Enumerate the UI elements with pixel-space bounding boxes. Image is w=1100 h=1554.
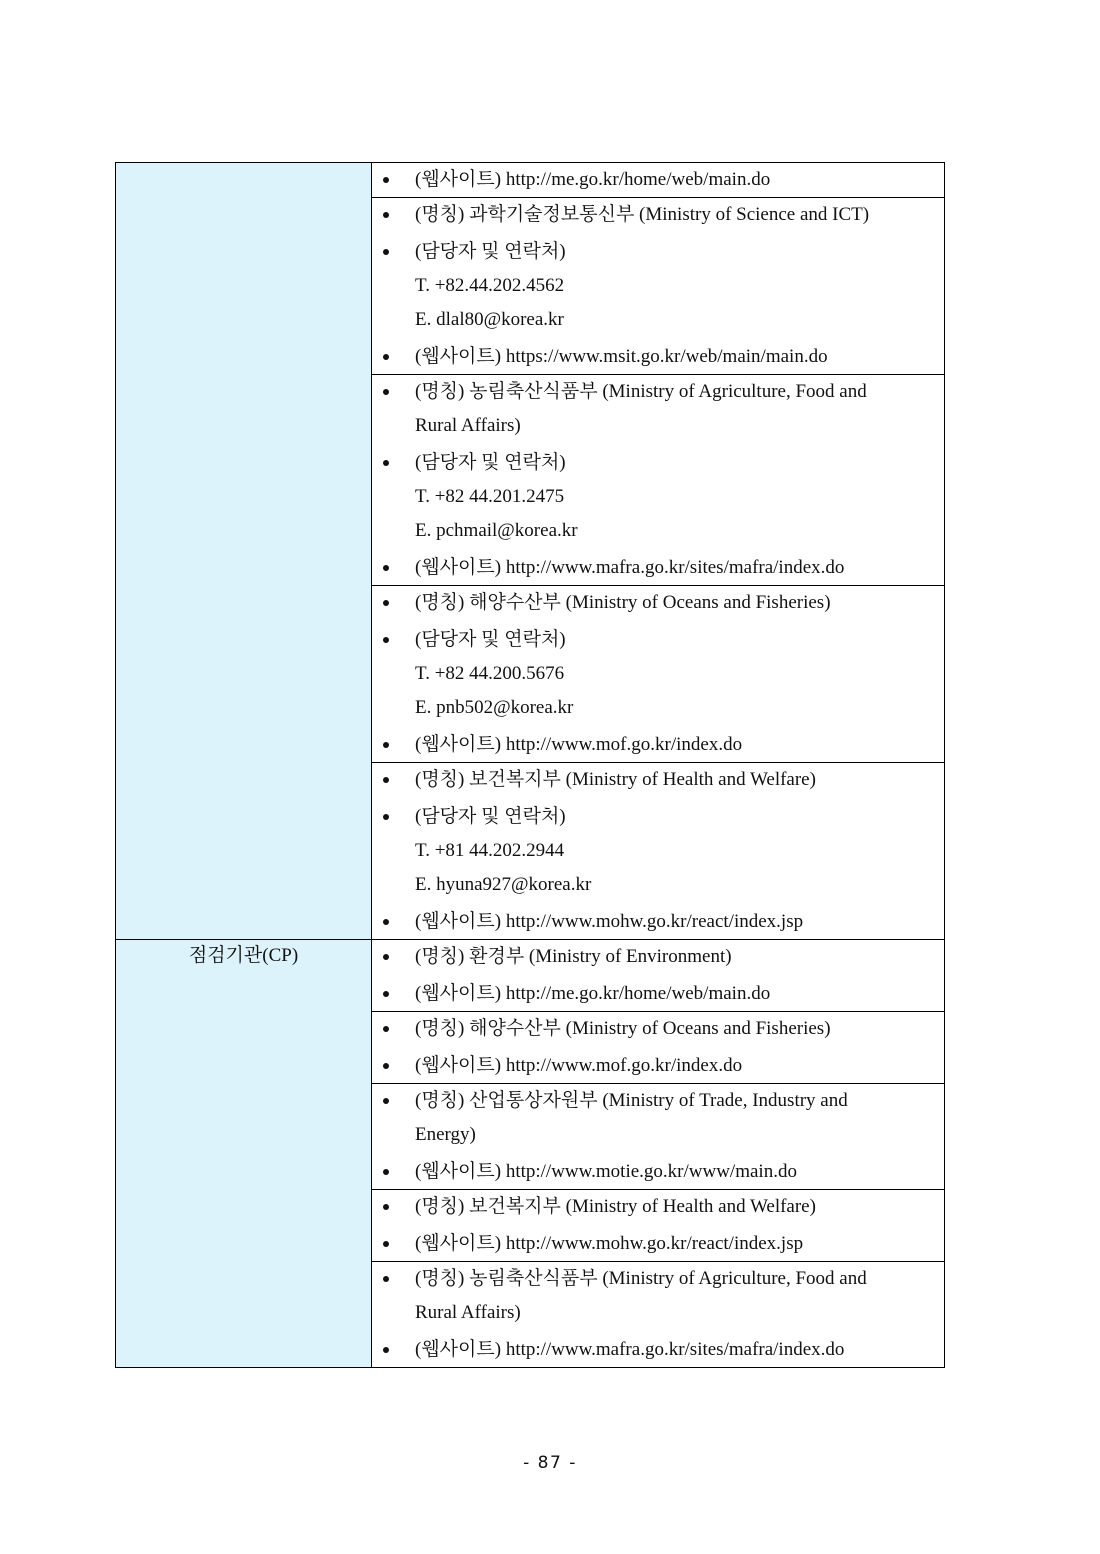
website-url: (웹사이트) http://www.mof.go.kr/index.do <box>415 1055 743 1076</box>
email-address: E. pchmail@korea.kr <box>415 520 578 541</box>
agency-name: (명칭) 과학기술정보통신부 (Ministry of Science and ICT) <box>415 204 870 225</box>
bullet-icon <box>372 1012 415 1046</box>
agency-contacts-table <box>115 162 945 1368</box>
bullet-icon <box>372 446 415 480</box>
agency-info-cell <box>372 375 945 586</box>
email-address: E. hyuna927@korea.kr <box>415 874 592 895</box>
name-item <box>372 1190 944 1224</box>
agency-info-cell <box>372 940 945 1012</box>
agency-info-cell <box>372 763 945 940</box>
bullet-icon <box>372 1333 415 1367</box>
website-url: (웹사이트) http://me.go.kr/home/web/main.do <box>415 169 771 190</box>
bullet-icon <box>372 1262 415 1296</box>
name-item <box>372 1084 944 1152</box>
contact-heading: (담당자 및 연락처) <box>415 452 566 473</box>
bullet-icon <box>372 940 415 974</box>
website-url: (웹사이트) http://www.mohw.go.kr/react/index.jsp <box>415 911 804 932</box>
website-item <box>372 551 944 585</box>
website-url: (웹사이트) http://www.mafra.go.kr/sites/mafra/index.do <box>415 1339 845 1360</box>
website-url: (웹사이트) http://www.mafra.go.kr/sites/mafra/index.do <box>415 557 845 578</box>
website-item <box>372 728 944 762</box>
agency-info-cell <box>372 198 945 375</box>
category-cell <box>116 163 372 940</box>
website-item <box>372 1155 944 1189</box>
website-item <box>372 340 944 374</box>
agency-name: (명칭) 농림축산식품부 (Ministry of Agriculture, Food and <box>415 381 867 402</box>
bullet-icon <box>372 1049 415 1083</box>
website-item <box>372 977 944 1011</box>
website-item <box>372 163 944 197</box>
agency-info-cell <box>372 1262 945 1368</box>
bullet-icon <box>372 728 415 762</box>
name-item <box>372 375 944 443</box>
phone-number: T. +81 44.202.2944 <box>415 840 565 861</box>
website-url: (웹사이트) https://www.msit.go.kr/web/main/main.do <box>415 346 828 367</box>
agency-name: (명칭) 해양수산부 (Ministry of Oceans and Fisheries) <box>415 1018 831 1039</box>
contact-heading: (담당자 및 연락처) <box>415 629 566 650</box>
contact-item <box>372 446 944 548</box>
agency-name-continued: Rural Affairs) <box>415 1302 521 1323</box>
name-item <box>372 1262 944 1330</box>
phone-number: T. +82 44.200.5676 <box>415 663 565 684</box>
website-item <box>372 905 944 939</box>
bullet-icon <box>372 235 415 269</box>
bullet-icon <box>372 163 415 197</box>
name-item <box>372 586 944 620</box>
bullet-icon <box>372 977 415 1011</box>
agency-name-continued: Rural Affairs) <box>415 415 521 436</box>
email-address: E. dlal80@korea.kr <box>415 309 564 330</box>
website-url: (웹사이트) http://www.mohw.go.kr/react/index.jsp <box>415 1233 804 1254</box>
agency-info-cell <box>372 586 945 763</box>
phone-number: T. +82.44.202.4562 <box>415 275 565 296</box>
page-number: - 87 - <box>523 1453 577 1473</box>
agency-name: (명칭) 산업통상자원부 (Ministry of Trade, Industry and <box>415 1090 848 1111</box>
category-label: 점검기관(CP) <box>188 945 299 966</box>
contact-item <box>372 623 944 725</box>
agency-row <box>116 163 945 198</box>
website-url: (웹사이트) http://www.mof.go.kr/index.do <box>415 734 743 755</box>
agency-row <box>116 940 945 1012</box>
contact-heading: (담당자 및 연락처) <box>415 241 566 262</box>
website-item <box>372 1333 944 1367</box>
bullet-icon <box>372 905 415 939</box>
agency-info-cell <box>372 1084 945 1190</box>
bullet-icon <box>372 340 415 374</box>
bullet-icon <box>372 1190 415 1224</box>
website-item <box>372 1227 944 1261</box>
name-item <box>372 940 944 974</box>
bullet-icon <box>372 198 415 232</box>
phone-number: T. +82 44.201.2475 <box>415 486 565 507</box>
email-address: E. pnb502@korea.kr <box>415 697 574 718</box>
bullet-icon <box>372 763 415 797</box>
bullet-icon <box>372 551 415 585</box>
agency-name: (명칭) 보건복지부 (Ministry of Health and Welfare) <box>415 1196 816 1217</box>
contact-item <box>372 800 944 902</box>
agency-info-cell <box>372 163 945 198</box>
category-label-cell <box>116 940 372 1368</box>
agency-name: (명칭) 보건복지부 (Ministry of Health and Welfare) <box>415 769 816 790</box>
agency-info-cell <box>372 1190 945 1262</box>
agency-name: (명칭) 해양수산부 (Ministry of Oceans and Fisheries) <box>415 592 831 613</box>
contact-heading: (담당자 및 연락처) <box>415 806 566 827</box>
name-item <box>372 198 944 232</box>
bullet-icon <box>372 800 415 834</box>
bullet-icon <box>372 623 415 657</box>
agency-name: (명칭) 농림축산식품부 (Ministry of Agriculture, Food and <box>415 1268 867 1289</box>
bullet-icon <box>372 375 415 409</box>
bullet-icon <box>372 1227 415 1261</box>
website-url: (웹사이트) http://www.motie.go.kr/www/main.do <box>415 1161 797 1182</box>
bullet-icon <box>372 1155 415 1189</box>
bullet-icon <box>372 1084 415 1118</box>
agency-name: (명칭) 환경부 (Ministry of Environment) <box>415 946 732 967</box>
agency-info-cell <box>372 1012 945 1084</box>
website-item <box>372 1049 944 1083</box>
agency-name-continued: Energy) <box>415 1124 476 1145</box>
name-item <box>372 1012 944 1046</box>
bullet-icon <box>372 586 415 620</box>
website-url: (웹사이트) http://me.go.kr/home/web/main.do <box>415 983 771 1004</box>
name-item <box>372 763 944 797</box>
contact-item <box>372 235 944 337</box>
